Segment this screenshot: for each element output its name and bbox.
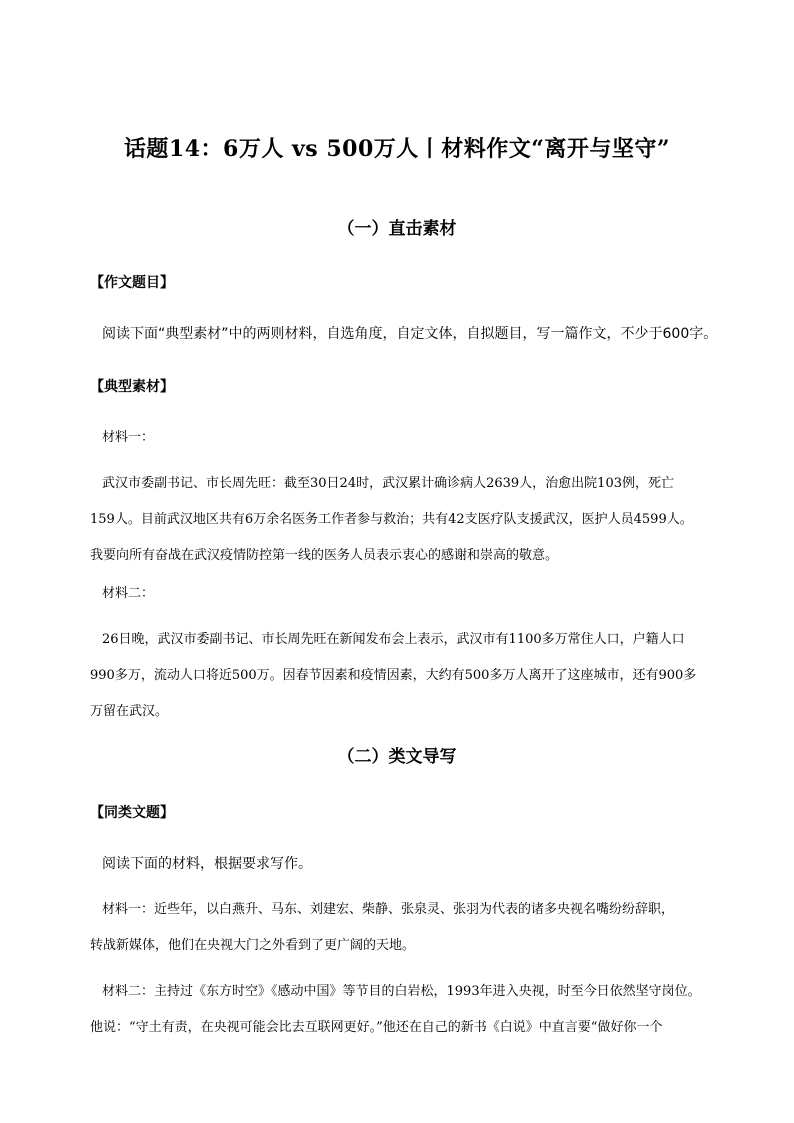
similar-intro-block [90, 846, 720, 882]
material2-title-block [90, 576, 722, 612]
prompt-line: 阅读下面“典型素材”中的两则材料，自选角度，自定文体，自拟题目，写一篇作文，不少于600字。 [102, 326, 718, 342]
material1-line: 武汉市委副书记、市长周先旺：截至30日24时，武汉累计确诊病人2639人，治愈出院103例，死亡 [102, 476, 674, 491]
similar-intro: 阅读下面的材料，根据要求写作。 [102, 856, 312, 872]
material1-paragraph [90, 466, 722, 574]
similar1-line: 材料一：近些年，以白燕升、马东、刘建宏、柴静、张泉灵、张羽为代表的诸多央视名嘴纷纷辞职， [102, 902, 675, 917]
similar1-line: 转战新媒体，他们在央视大门之外看到了更广阔的天地。 [90, 938, 416, 953]
section-heading-direct-material: （一）直击素材 [337, 219, 457, 239]
section-heading-similar-writing: （二）类文导写 [337, 747, 457, 767]
material1-line: 159人。目前武汉地区共有6万余名医务工作者参与救治；共有42支医疗队支援武汉，医护人员4599人。 [90, 512, 693, 527]
document-title: 话题14：6万人 vs 500万人丨材料作文“离开与坚守” [123, 136, 671, 162]
similar2-line: 材料二：主持过《东方时空》《感动中国》等节目的白岩松，1993年进入央视，时至今日依然坚守岗位。 [102, 984, 701, 999]
material2-line: 26日晚，武汉市委副书记、市长周先旺在新闻发布会上表示，武汉市有1100多万常住人口，户籍人口 [102, 632, 685, 647]
material1-title-block [90, 420, 722, 456]
similar2-paragraph [90, 974, 722, 1046]
material1-line: 我要向所有奋战在武汉疫情防控第一线的医务人员表示衷心的感谢和崇高的敬意。 [90, 548, 559, 563]
material1-title: 材料一： [102, 430, 155, 445]
label-similar-topic: 【同类文题】 [90, 805, 174, 821]
material2-line: 万留在武汉。 [90, 704, 169, 719]
material2-title: 材料二： [102, 586, 155, 601]
prompt-text [90, 316, 720, 352]
similar2-line: 他说：“守土有责，在央视可能会比去互联网更好。”他还在自己的新书《白说》中直言要“做好你一个 [90, 1020, 663, 1035]
material2-paragraph [90, 622, 722, 730]
material2-line: 990多万，流动人口将近500万。因春节因素和疫情因素，大约有500多万人离开了这座城市，还有900多 [90, 668, 697, 683]
similar1-paragraph [90, 892, 722, 964]
label-essay-prompt: 【作文题目】 [90, 275, 174, 291]
label-typical-material: 【典型素材】 [90, 379, 174, 395]
